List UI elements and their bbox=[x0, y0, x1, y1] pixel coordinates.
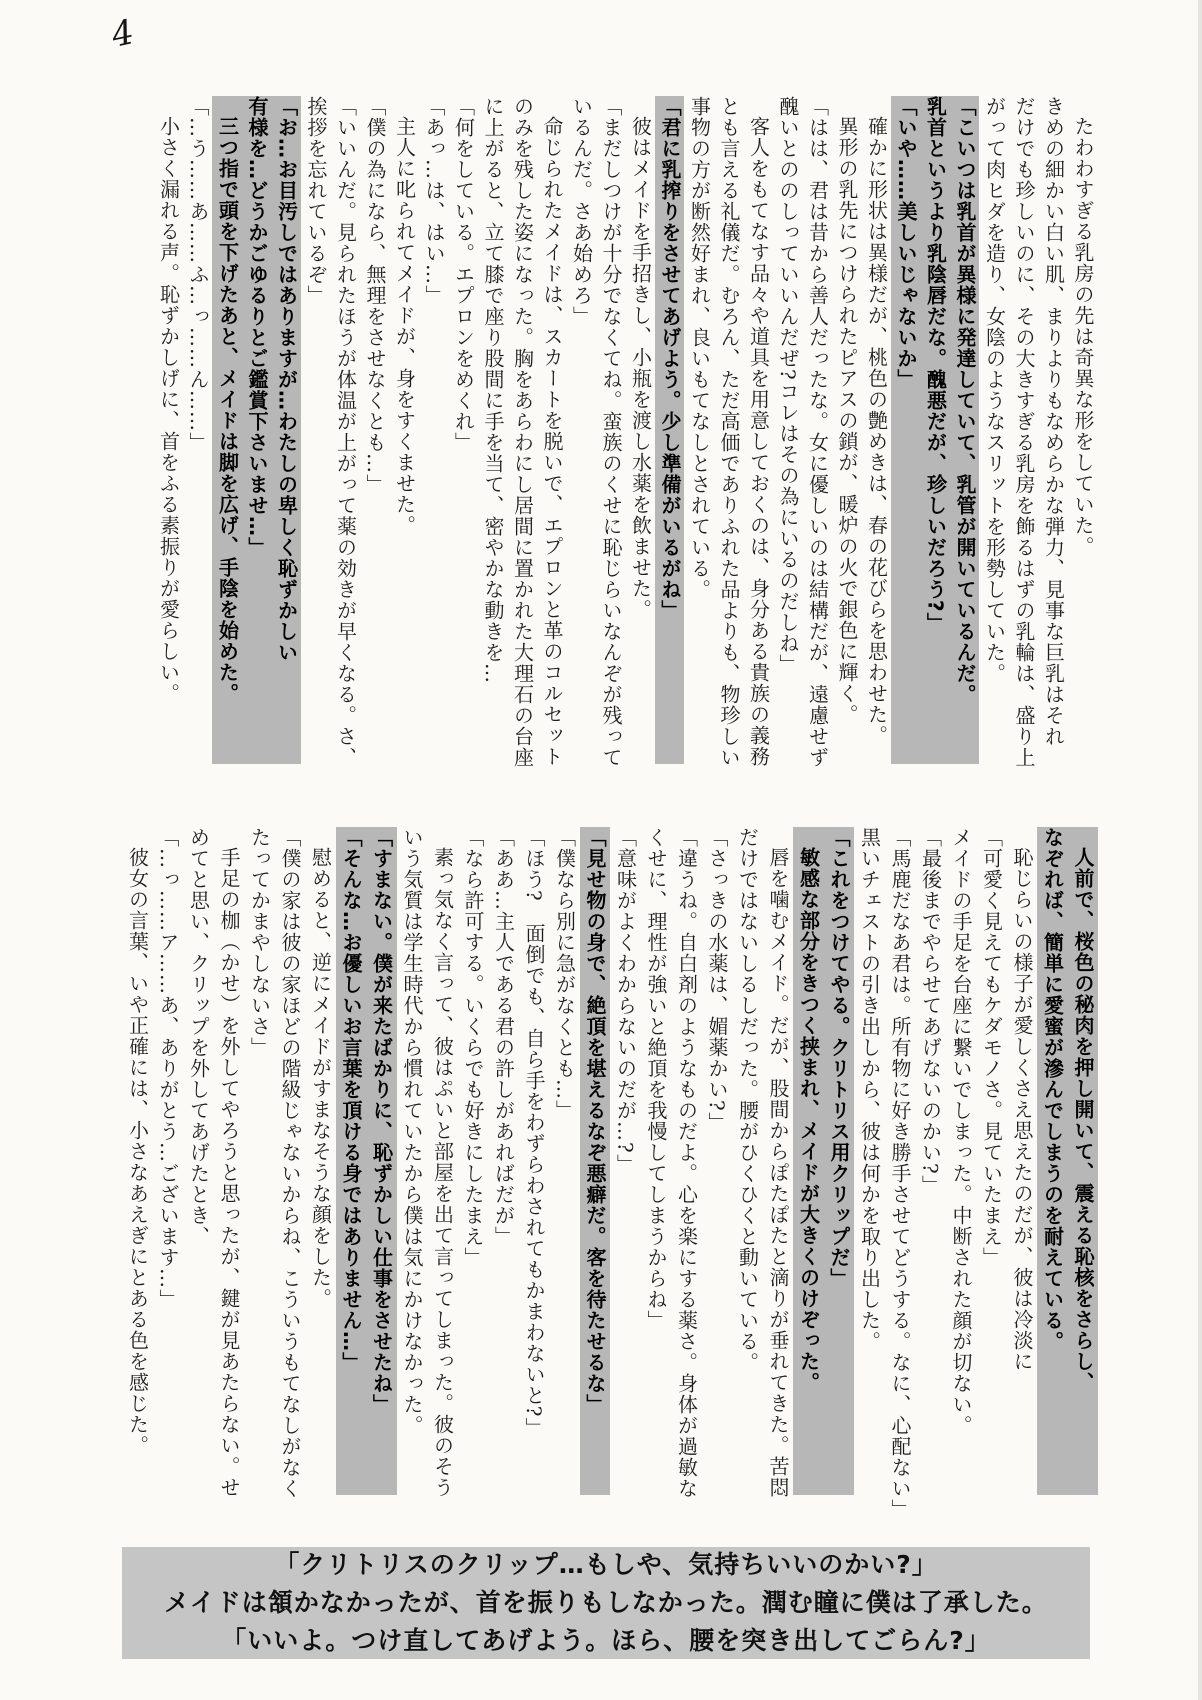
text-column: 黒いチェストの引き出しから、彼は何かを取り出した。 bbox=[857, 827, 882, 1352]
text-column: のみを残した姿になった。胸をあらわにし居間に置かれた大理石の台座 bbox=[510, 96, 535, 768]
text-column: 事物の方が断然好まれ、良いもてなしとされている。 bbox=[687, 96, 712, 600]
highlighted-text-column: 「見せ物の身で、絶頂を堪えるなぞ悪癖だ。客を待たせるな」 bbox=[580, 827, 611, 1495]
text-column: だけではないしるしだった。腰がひくひくと動いている。 bbox=[735, 827, 760, 1373]
highlighted-text-column: 「こいつは乳首が異様に発達していて、乳管が開いているんだ。 bbox=[950, 96, 980, 764]
text-column: がって肉ヒダを造り、女陰のようなスリットを形勢していた。 bbox=[982, 96, 1007, 684]
text-column: 手足の枷（かせ）を外してやろうと思ったが、鍵が見あたらない。せ bbox=[217, 847, 241, 1498]
footer-text-line: 「いいよ。つけ直してあげよう。ほら、腰を突き出してごらん?」 bbox=[221, 1626, 991, 1655]
text-column: きめの細かい白い肌、まりよりもなめらかな弾力、見事な巨乳はそれ bbox=[1041, 96, 1066, 747]
text-column: 「さっきの水薬は、媚薬かい?」 bbox=[705, 827, 729, 1133]
text-column: 小さく漏れる声。恥ずかしげに、首をふる素振りが愛らしい。 bbox=[156, 116, 181, 704]
text-column: いう気質は学生時代から慣れていたから僕は気にかけなかった。 bbox=[400, 827, 424, 1436]
page-number: 4 bbox=[108, 12, 138, 56]
text-column: 「はは、君は昔から善人だったな。女に優しいのは結構だが、遠慮せず bbox=[805, 96, 830, 768]
text-column: に上がると、立て膝で座り股間に手を当て、密やかな動きを… bbox=[481, 96, 505, 684]
text-column: 恥じらいの様子が愛しくさえ思えたのだが、彼は冷淡に bbox=[1010, 847, 1034, 1372]
text-column: くせに、理性が強いと絶頂を我慢してしまうからね」 bbox=[644, 827, 668, 1331]
text-column: 「違うね。自白剤のようなものだよ。心を楽にする薬さ。身体が過敏な bbox=[674, 827, 699, 1499]
text-column: 「僕の為になら、無理をさせなくとも…」 bbox=[363, 96, 387, 495]
text-column: メイドの手足を台座に繋いでしまった。中断された顔が切ない。 bbox=[949, 827, 973, 1436]
text-column: いるんだ。さあ始めろ」 bbox=[569, 96, 594, 327]
text-column: 確かに形状は異様だが、桃色の艶めきは、春の花びらを思わせた。 bbox=[864, 116, 889, 746]
footer-dialogue-box bbox=[122, 1547, 1090, 1659]
text-column: 「馬鹿だなあ君は。所有物に好き勝手させてどうする。なに、心配ない」 bbox=[888, 827, 912, 1520]
highlighted-text-column: なぞれば、簡単に愛蜜が滲んでしまうのを耐えている。 bbox=[1037, 827, 1068, 1495]
text-column: 「ああ…主人である君の許しがあればだが」 bbox=[491, 827, 516, 1247]
text-column: 異形の乳先につけられたピアスの鎖が、暖炉の火で銀色に輝く。 bbox=[835, 116, 859, 725]
text-column: 「僕の家は彼の家ほどの階級じゃないからね、こういうもてなしがなく bbox=[278, 827, 302, 1499]
text-column: 「いいんだ。見られたほうが体温が上がって薬の効きが早くなる。さ、 bbox=[333, 96, 358, 768]
main-text-top-section bbox=[153, 96, 1097, 768]
highlighted-text-column: 「すまない。僕が来たばかりに、恥ずかしい仕事をさせたね」 bbox=[366, 827, 397, 1495]
text-column: 「可愛く見えてもケダモノさ。見ていたまえ」 bbox=[979, 827, 1004, 1268]
text-column: 「最後までやらせてあげないのかい?」 bbox=[918, 827, 943, 1196]
text-column: 「…う……あ……ふ…っ……ん……」 bbox=[186, 96, 210, 453]
text-column: 「あっ…は、はい…」 bbox=[422, 96, 446, 306]
highlighted-text-column: 敏感な部分をきつく挟まれ、メイドが大きくのけぞった。 bbox=[793, 827, 824, 1495]
text-column: 「ほう? 面倒でも、自ら手をわずらわされてもかまわないと?」 bbox=[522, 827, 546, 1439]
text-column: 「意味がよくわからないのだが…?」 bbox=[613, 827, 638, 1175]
footer-text-line: 「クリトリスのクリップ…もしや、気持ちいいのかい?」 bbox=[274, 1550, 938, 1579]
highlighted-text-column: 人前で、桜色の秘肉を押し開いて、震える恥核をさらし、 bbox=[1068, 827, 1099, 1495]
text-column: 唇を噛むメイド。だが、股間からぽたぽたと滴りが垂れてきた。苦悶 bbox=[766, 847, 790, 1498]
text-column: 彼はメイドを手招きし、小瓶を渡し水薬を飲ませた。 bbox=[628, 116, 653, 620]
text-column: たわわすぎる乳房の先は奇異な形をしていた。 bbox=[1071, 116, 1095, 557]
highlighted-text-column: 「いや……美しいじゃないか」 bbox=[891, 96, 921, 764]
main-text-bottom-section bbox=[122, 827, 1098, 1520]
text-column: 「…っ……ア……あ、ありがとう…ございます…」 bbox=[156, 827, 180, 1310]
highlighted-text-column: 「お…お目汚しではありますが…わたしの卑しく恥ずかしい bbox=[271, 96, 301, 764]
text-column: 「僕なら別に急がなくとも…」 bbox=[552, 827, 577, 1121]
text-column: 彼女の言葉、いや正確には、小さなあえぎにとある色を感じた。 bbox=[125, 847, 150, 1456]
highlighted-text-column: 「君に乳搾りをさせてあげよう。少し準備がいるがね」 bbox=[655, 96, 685, 764]
text-column: めてと思い、クリップを外してあげたとき、 bbox=[186, 827, 211, 1247]
highlighted-text-column: 乳首というより乳陰唇だな。醜悪だが、珍しいだろう?」 bbox=[920, 96, 950, 764]
text-column: 素っ気なく言って、彼はぷいと部屋を出て言ってしまった。彼のそう bbox=[430, 847, 455, 1498]
highlighted-text-column: 三つ指で頭を下げたあと、メイドは脚を広げ、手陰を始めた。 bbox=[212, 96, 242, 764]
text-column: 「まだしつけが十分でなくてね。蛮族のくせに恥じらいなんぞが残って bbox=[599, 96, 623, 768]
footer-text-line: メイドは頷かなかったが、首を振りもしなかった。潤む瞳に僕は了承した。 bbox=[164, 1588, 1048, 1617]
text-column: 命じられたメイドは、スカートを脱いで、エプロンと革のコルセット bbox=[540, 116, 564, 767]
text-column: 醜いとののしっていいんだぜ?コレはその為にいるのだしね」 bbox=[776, 96, 800, 675]
highlighted-text-column: 有様を…どうかごゆるりとご鑑賞下さいませ…」 bbox=[242, 96, 272, 764]
text-column: 慰めると、逆にメイドがすまなそうな顔をした。 bbox=[308, 847, 333, 1309]
text-column: 「何をしている。エプロンをめくれ」 bbox=[451, 96, 476, 453]
text-column: 挨拶を忘れているぞ」 bbox=[304, 96, 328, 306]
highlighted-text-column: 「そんな…お優しいお言葉を頂ける身ではありません…」 bbox=[336, 827, 367, 1495]
text-column: とも言える礼儀だ。むろん、ただ高価でありふれた品よりも、物珍しい bbox=[717, 96, 741, 768]
text-column: 「なら許可する。いくらでも好きにしたまえ」 bbox=[461, 827, 485, 1268]
highlighted-text-column: 「これをつけてやる。クリトリス用クリップだ」 bbox=[824, 827, 855, 1495]
text-column: 客人をもてなす品々や道具を用意しておくのは、身分ある貴族の義務 bbox=[746, 116, 771, 767]
text-column: 主人に叱られてメイドが、身をすくませた。 bbox=[392, 116, 417, 536]
page-edge-shade bbox=[1198, 0, 1202, 1700]
text-column: たってかまやしないさ」 bbox=[247, 827, 272, 1058]
text-column: だけでも珍しいのに、その大きすぎる乳房を飾るはずの乳輪は、盛り上 bbox=[1012, 96, 1036, 768]
